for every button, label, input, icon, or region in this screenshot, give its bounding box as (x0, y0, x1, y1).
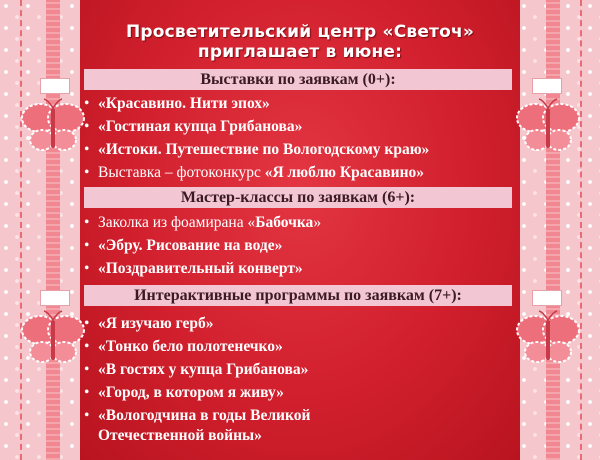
bullet: • (84, 95, 90, 112)
bullet: • (84, 361, 90, 378)
list-item: • Заколка из фоамирана «Бабочка» (84, 214, 322, 231)
list-item: • «В гостях у купца Грибанова» (84, 361, 309, 378)
section-heading-masterclasses: Мастер-классы по заявкам (6+): (84, 187, 512, 208)
title-line-1: Просветительский центр «Светоч» (125, 22, 475, 42)
list-item: • «Тонко бело полотенечко» (84, 338, 283, 355)
bullet: • (84, 260, 90, 277)
list-item: • «Город, в котором я живу» (84, 384, 284, 401)
list-item: • «Я изучаю герб» (84, 315, 214, 332)
poster-title (0, 22, 600, 62)
list-item: • Выставка – фотоконкурс «Я люблю Красавино» (84, 164, 425, 181)
left-decor-panel (0, 0, 82, 460)
list-item: • «Истоки. Путешествие по Вологодскому краю» (84, 141, 430, 158)
list-item: • «Вологодчина в годы Великой (84, 407, 311, 424)
section-heading-exhibitions: Выставки по заявкам (0+): (84, 69, 512, 90)
bullet: • (84, 315, 90, 332)
title-line-2: приглашает в июне: (197, 42, 403, 62)
bullet: • (84, 407, 90, 424)
list-item: • «Гостиная купца Грибанова» (84, 118, 303, 135)
bullet: • (84, 384, 90, 401)
ribbon-tag (40, 78, 70, 94)
bullet: • (84, 237, 90, 254)
list-item-continuation: Отечественной войны» (98, 427, 262, 444)
section-heading-programs: Интерактивные программы по заявкам (7+): (84, 285, 512, 306)
bullet: • (84, 214, 90, 231)
butterfly-icon (515, 98, 581, 160)
butterfly-icon (20, 98, 86, 160)
stitch-line (20, 0, 22, 460)
ribbon-tag (532, 78, 562, 94)
list-item: • «Поздравительный конверт» (84, 260, 303, 277)
left-ribbon (46, 0, 60, 460)
bullet: • (84, 141, 90, 158)
list-item: • «Эбру. Рисование на воде» (84, 237, 283, 254)
butterfly-icon (515, 310, 581, 372)
stitch-line (580, 0, 582, 460)
list-item: • «Красавино. Нити эпох» (84, 95, 270, 112)
bullet: • (84, 118, 90, 135)
ribbon-tag (532, 290, 562, 306)
bullet: • (84, 164, 90, 181)
ribbon-tag (40, 290, 70, 306)
butterfly-icon (20, 310, 86, 372)
bullet: • (84, 338, 90, 355)
right-ribbon (546, 0, 560, 460)
